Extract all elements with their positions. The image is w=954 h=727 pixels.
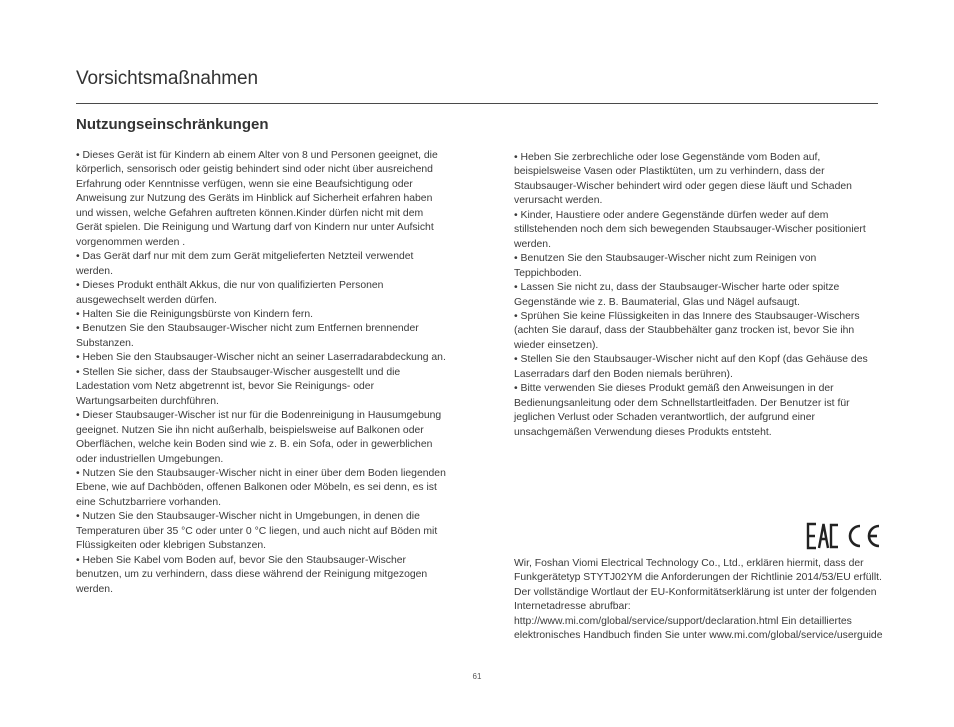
eac-mark-icon [808,524,838,548]
page-number: 61 [472,672,482,681]
precaution-item: • Dieses Gerät ist für Kindern ab einem Alter von 8 und Personen geeignet, die körperlich, sensorisch oder geistig behindert sind oder nicht über ausreichend Erfahrung oder Kenntnisse verfügen, wenn sie eine Beaufsichtigung oder Anweisung zur Nutzung des Geräts im Hinblick auf Sicherheit erfahren haben und wissen, welche Gefahren auftreten können.Kinder dürfen nicht mit dem Gerät spielen. Die Reinigung und Wartung darf von Kindern nur unter Aufsicht vorgenommen werden . [76,150,438,248]
precaution-item: • Nutzen Sie den Staubsauger-Wischer nicht in Umgebungen, in denen die Temperaturen über 35 °C oder unter 0 °C liegen, und auch nicht auf Böden mit Flüssigkeiten oder klebrigen Substanzen. [76,511,438,552]
precaution-item: • Benutzen Sie den Staubsauger-Wischer nicht zum Entfernen brennender Substanzen. [76,323,419,349]
section-heading: Nutzungseinschränkungen [76,116,269,133]
left-column [76,149,446,597]
declaration-of-conformity: Wir, Foshan Viomi Electrical Technology Co., Ltd., erklären hiermit, dass der Funkgerätetyp STYTJ02YM die Anforderungen der Richtlinie 2014/53/EU erfüllt. Der vollständige Wortlaut der EU-Konformitätserklärung ist unter der folgenden Internetadresse abrufbar: http://www.mi.com/global/service/support/declaration.html Ein detailliertes elektronisches Handbuch finden Sie unter www.mi.com/global/service/userguide [514,558,883,642]
title-divider [76,103,878,104]
precaution-item: • Benutzen Sie den Staubsauger-Wischer nicht zum Reinigen von Teppichboden. [514,253,817,279]
precaution-item: • Bitte verwenden Sie dieses Produkt gemäß den Anweisungen in der Bedienungsanleitung oder dem Schnellstartleitfaden. Der Benutzer ist für jeglichen Verlust oder Schaden verantwortlich, der aufgrund einer unsachgemäßen Verwendung dieses Produkts entsteht. [514,383,850,438]
right-column [514,151,886,440]
page-title: Vorsichtsmaßnahmen [76,68,258,89]
precaution-item: • Dieser Staubsauger-Wischer ist nur für die Bodenreinigung in Hausumgebung geeignet. Nutzen Sie ihn nicht außerhalb, beispielsweise auf Balkonen oder Oberflächen, welche kein Boden sind wie z. B. ein Sofa, oder in gewerblichen oder industriellen Umgebungen. [76,410,442,465]
precaution-item: • Heben Sie den Staubsauger-Wischer nicht an seiner Laserradarabdeckung an. [76,352,446,364]
certification-marks [806,522,882,552]
precaution-item: • Dieses Produkt enthält Akkus, die nur von qualifizierten Personen ausgewechselt werden dürfen. [76,280,384,306]
precaution-item: • Sprühen Sie keine Flüssigkeiten in das Innere des Staubsauger-Wischers (achten Sie darauf, dass der Staubbehälter ganz trocken ist, bevor Sie ihn wieder einsetzen). [514,310,860,351]
precaution-item: • Nutzen Sie den Staubsauger-Wischer nicht in einer über dem Boden liegenden Ebene, wie auf Dachböden, offenen Balkonen oder Möbeln, es sei denn, es ist eine Schutzbarriere vorhanden. [76,467,446,508]
ce-mark-icon [850,526,879,546]
precaution-item: • Lassen Sie nicht zu, dass der Staubsauger-Wischer harte oder spitze Gegenstände wie z. B. Baumaterial, Glas und Nägel aufsaugt. [514,282,840,308]
precaution-item: • Stellen Sie den Staubsauger-Wischer nicht auf den Kopf (das Gehäuse des Laserradars darf den Boden niemals berühren). [514,354,868,380]
precaution-item: • Stellen Sie sicher, dass der Staubsauger-Wischer ausgestellt und die Ladestation vom Netz abgetrennt ist, bevor Sie Reinigungs- oder Wartungsarbeiten durchführen. [76,366,401,407]
precaution-item: • Kinder, Haustiere oder andere Gegenstände dürfen weder auf dem stillstehenden noch dem sich bewegenden Staubsauger-Wischer positioniert werden. [514,209,866,250]
precaution-item: • Heben Sie Kabel vom Boden auf, bevor Sie den Staubsauger-Wischer benutzen, um zu verhindern, dass diese während der Reinigung mitgezogen werden. [76,554,428,595]
precaution-item: • Heben Sie zerbrechliche oder lose Gegenstände vom Boden auf, beispielsweise Vasen oder Plastiktüten, um zu verhindern, dass der Staubsauger-Wischer behindert wird oder gegen diese läuft und Schaden verursacht werden. [514,152,852,207]
precaution-item: • Halten Sie die Reinigungsbürste von Kindern fern. [76,308,313,320]
precaution-item: • Das Gerät darf nur mit dem zum Gerät mitgelieferten Netzteil verwendet werden. [76,251,414,277]
